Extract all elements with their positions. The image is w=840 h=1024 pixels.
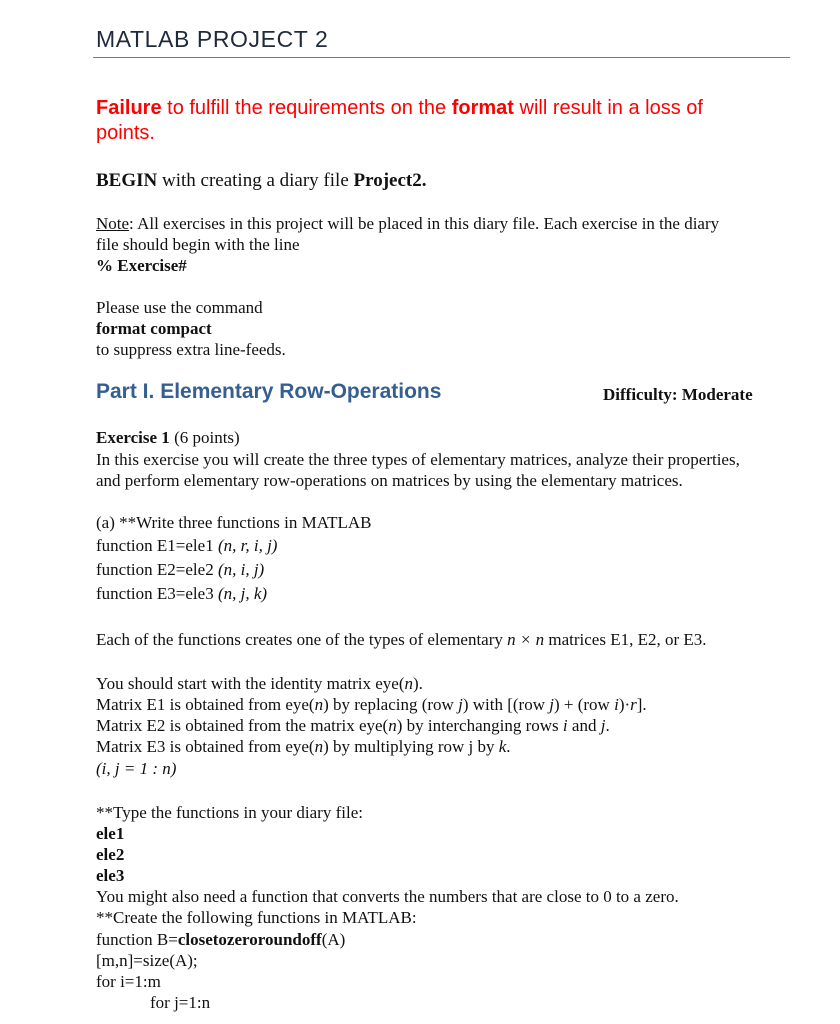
matrix-e2-description: Matrix E2 is obtained from the matrix eye(n) by interchanging rows i and j.	[96, 716, 610, 735]
begin-line: BEGIN with creating a diary file Project2.	[96, 170, 427, 191]
warning-format: format	[451, 97, 514, 119]
closetozero-function-line: function B=closetozeroroundoff(A)	[96, 930, 346, 949]
code-line-size: [m,n]=size(A);	[96, 951, 198, 970]
command-format-compact: format compact	[96, 319, 212, 338]
note-line-1: Note: All exercises in this project will be placed in this diary file. Each exercise in the diary	[96, 214, 720, 233]
code-line-for-j: for j=1:n	[150, 993, 211, 1012]
type-functions-line: **Type the functions in your diary file:	[96, 803, 363, 822]
exercise-title: Exercise 1 (6 points)	[96, 428, 240, 447]
part-a-line: (a) **Write three functions in MATLAB	[96, 513, 372, 532]
note-line-2: file should begin with the line	[96, 235, 300, 254]
note-exercise-marker: % Exercise#	[96, 256, 187, 275]
difficulty-label: Difficulty: Moderate	[603, 385, 753, 404]
function-name-ele3: ele3	[96, 866, 125, 885]
matrix-e1-description: Matrix E1 is obtained from eye(n) by replacing (row j) with [(row j) + (row i)·r].	[96, 695, 647, 714]
page-title: MATLAB PROJECT 2	[96, 26, 329, 52]
round-off-note: You might also need a function that converts the numbers that are close to 0 to a zero.	[96, 887, 679, 906]
note-label: Note	[96, 214, 130, 233]
function-e1: function E1=ele1 (n, r, i, j)	[96, 536, 278, 555]
identity-start-line: You should start with the identity matrix eye(n).	[96, 674, 423, 693]
command-line-3: to suppress extra line-feeds.	[96, 340, 286, 359]
part-heading: Part I. Elementary Row-Operations	[96, 380, 442, 403]
function-name-ele2: ele2	[96, 845, 125, 864]
code-line-for-i: for i=1:m	[96, 972, 161, 991]
matrix-e3-description: Matrix E3 is obtained from eye(n) by multiplying row j by k.	[96, 737, 511, 756]
function-e2: function E2=ele2 (n, i, j)	[96, 560, 265, 579]
function-e3: function E3=ele3 (n, j, k)	[96, 584, 268, 603]
warning-line-2: points.	[96, 122, 155, 144]
warning-failure: Failure	[96, 97, 162, 119]
create-functions-line: **Create the following functions in MATLAB:	[96, 908, 417, 927]
index-range: (i, j = 1 : n)	[96, 759, 177, 778]
each-functions-line: Each of the functions creates one of the types of elementary n × n matrices E1, E2, or E3.	[96, 630, 707, 649]
command-line-1: Please use the command	[96, 298, 263, 317]
title-divider	[93, 57, 790, 58]
exercise-intro-1: In this exercise you will create the three types of elementary matrices, analyze their properties,	[96, 450, 740, 469]
warning-line-1: Failure to fulfill the requirements on the format will result in a loss of	[96, 97, 703, 119]
function-name-ele1: ele1	[96, 824, 125, 843]
exercise-intro-2: and perform elementary row-operations on matrices by using the elementary matrices.	[96, 471, 683, 490]
